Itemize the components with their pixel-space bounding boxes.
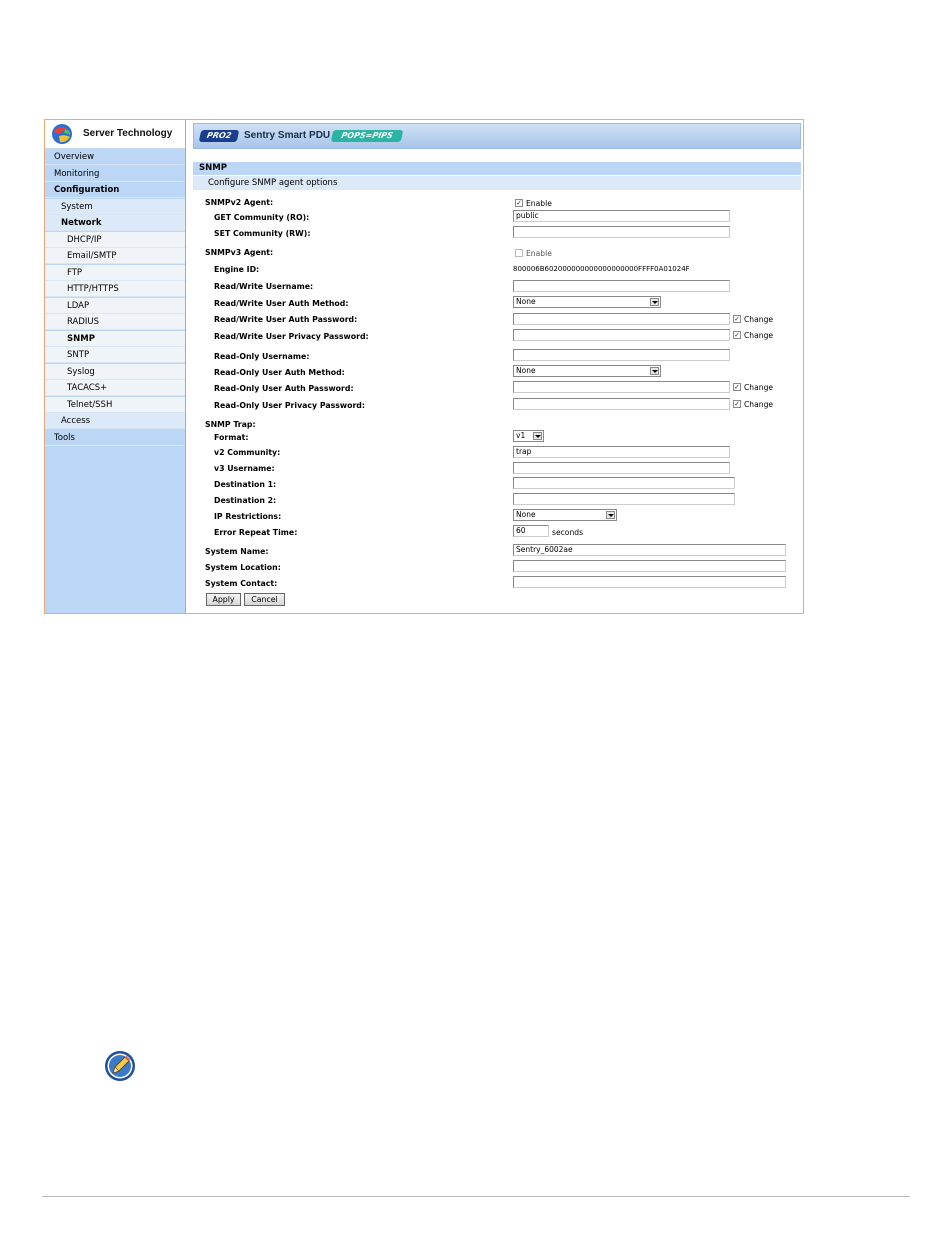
destination2-label: Destination 2: — [214, 496, 277, 505]
rw-username-label: Read/Write Username: — [214, 282, 314, 291]
apply-button[interactable]: Apply — [206, 593, 241, 606]
sidebar-item-telnet-ssh[interactable]: Telnet/SSH — [45, 397, 185, 413]
sidebar — [45, 120, 186, 613]
section-title: SNMP — [193, 162, 801, 175]
sidebar-item-syslog[interactable]: Syslog — [45, 364, 185, 380]
sidebar-item-configuration[interactable]: Configuration — [45, 182, 185, 198]
system-name-input[interactable]: Sentry_6002ae — [513, 544, 786, 556]
sidebar-item-ftp[interactable]: FTP — [45, 265, 185, 281]
ro-priv-password-label: Read-Only User Privacy Password: — [214, 401, 365, 410]
ro-username-input[interactable] — [513, 349, 730, 361]
ro-auth-method-select[interactable] — [513, 365, 661, 377]
sidebar-item-http-https[interactable]: HTTP/HTTPS — [45, 281, 185, 297]
snmpv2-agent-label: SNMPv2 Agent: — [205, 198, 274, 207]
destination1-input[interactable] — [513, 477, 735, 489]
section-subtitle: Configure SNMP agent options — [193, 176, 801, 190]
ro-auth-password-input[interactable] — [513, 381, 730, 393]
set-community-label: SET Community (RW): — [214, 229, 311, 238]
snmpv2-enable-checkbox[interactable]: ✓ — [516, 199, 522, 207]
error-repeat-input[interactable]: 60 — [513, 525, 549, 537]
pro2-badge: PRO2 — [199, 130, 240, 142]
snmp-trap-label: SNMP Trap: — [205, 420, 256, 429]
engine-id-label: Engine ID: — [214, 265, 260, 274]
ro-priv-password-change-label: Change — [744, 400, 774, 409]
system-contact-input[interactable] — [513, 576, 786, 588]
sidebar-item-overview[interactable]: Overview — [45, 149, 185, 165]
error-repeat-unit: seconds — [552, 528, 584, 537]
set-community-input[interactable] — [513, 226, 730, 238]
sidebar-item-tacacs[interactable]: TACACS+ — [45, 380, 185, 396]
chevron-down-icon — [606, 511, 615, 519]
rw-auth-method-value: None — [516, 297, 536, 306]
snmpv2-enable-label: Enable — [526, 199, 552, 208]
system-name-label: System Name: — [205, 547, 269, 556]
get-community-input[interactable]: public — [513, 210, 730, 222]
sidebar-item-radius[interactable]: RADIUS — [45, 314, 185, 330]
sidebar-item-dhcp-ip[interactable]: DHCP/IP — [45, 232, 185, 248]
get-community-label: GET Community (RO): — [214, 213, 310, 222]
system-location-input[interactable] — [513, 560, 786, 572]
brand-name: Server Technology — [83, 128, 173, 139]
pops-pips-badge: POPS=PIPS — [331, 130, 404, 142]
error-repeat-label: Error Repeat Time: — [214, 528, 298, 537]
destination1-label: Destination 1: — [214, 480, 277, 489]
sidebar-item-sntp[interactable]: SNTP — [45, 347, 185, 363]
snmpv3-enable-checkbox[interactable] — [515, 249, 523, 257]
ro-auth-method-label: Read-Only User Auth Method: — [214, 368, 345, 377]
pencil-note-icon — [104, 1050, 136, 1082]
rw-priv-password-change-label: Change — [744, 331, 774, 340]
sidebar-item-email-smtp[interactable]: Email/SMTP — [45, 248, 185, 264]
brand-logo[interactable] — [45, 120, 185, 149]
destination2-input[interactable] — [513, 493, 735, 505]
sidebar-item-system[interactable]: System — [45, 199, 185, 215]
ip-restrictions-value: None — [516, 510, 536, 519]
snmpv3-agent-label: SNMPv3 Agent: — [205, 248, 274, 257]
rw-auth-method-label: Read/Write User Auth Method: — [214, 299, 349, 308]
sidebar-item-access[interactable]: Access — [45, 413, 185, 429]
rw-auth-password-change-label: Change — [744, 315, 774, 324]
v3-username-input[interactable] — [513, 462, 730, 474]
ro-username-label: Read-Only Username: — [214, 352, 310, 361]
chevron-down-icon — [650, 298, 659, 306]
screenshot-frame — [44, 119, 804, 614]
ro-auth-password-label: Read-Only User Auth Password: — [214, 384, 354, 393]
cancel-button[interactable]: Cancel — [244, 593, 285, 606]
rw-priv-password-change-checkbox[interactable]: ✓ — [734, 331, 740, 339]
rw-priv-password-label: Read/Write User Privacy Password: — [214, 332, 369, 341]
sidebar-item-snmp[interactable]: SNMP — [45, 331, 185, 347]
v2-community-input[interactable]: trap — [513, 446, 730, 458]
v2-community-label: v2 Community: — [214, 448, 281, 457]
rw-auth-method-select[interactable] — [513, 296, 661, 308]
rw-auth-password-input[interactable] — [513, 313, 730, 325]
format-value: v1 — [516, 431, 526, 440]
globe-icon — [51, 123, 73, 145]
format-label: Format: — [214, 433, 249, 442]
product-banner — [193, 123, 801, 149]
chevron-down-icon — [533, 432, 542, 440]
v3-username-label: v3 Username: — [214, 464, 275, 473]
ip-restrictions-select[interactable] — [513, 509, 617, 521]
system-contact-label: System Contact: — [205, 579, 278, 588]
product-title: Sentry Smart PDU — [244, 130, 331, 141]
ro-auth-password-change-label: Change — [744, 383, 774, 392]
system-location-label: System Location: — [205, 563, 281, 572]
rw-username-input[interactable] — [513, 280, 730, 292]
chevron-down-icon — [650, 367, 659, 375]
ro-priv-password-input[interactable] — [513, 398, 730, 410]
ip-restrictions-label: IP Restrictions: — [214, 512, 282, 521]
page-divider — [42, 1196, 910, 1197]
ro-auth-method-value: None — [516, 366, 536, 375]
rw-auth-password-label: Read/Write User Auth Password: — [214, 315, 358, 324]
sidebar-item-network[interactable]: Network — [45, 215, 185, 231]
format-select[interactable] — [513, 430, 544, 442]
ro-priv-password-change-checkbox[interactable]: ✓ — [734, 400, 740, 408]
rw-auth-password-change-checkbox[interactable]: ✓ — [734, 315, 740, 323]
engine-id-value: 800006B602000000000000000000FFFF0A01024F — [513, 265, 690, 273]
rw-priv-password-input[interactable] — [513, 329, 730, 341]
sidebar-item-tools[interactable]: Tools — [45, 430, 185, 446]
sidebar-item-monitoring[interactable]: Monitoring — [45, 166, 185, 182]
ro-auth-password-change-checkbox[interactable]: ✓ — [734, 383, 740, 391]
sidebar-item-ldap[interactable]: LDAP — [45, 298, 185, 314]
snmpv3-enable-label: Enable — [526, 249, 552, 258]
